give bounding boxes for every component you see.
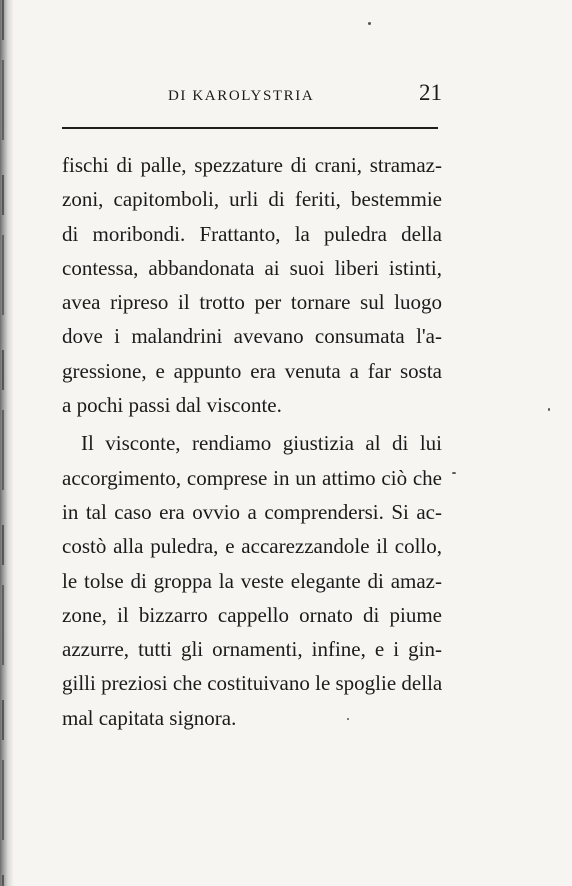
text-line: le tolse di groppa la veste elegante di amaz- [62, 568, 442, 593]
paper-speck [452, 472, 456, 474]
text-line: gressione, e appunto era venuta a far sosta [62, 358, 442, 383]
body-text [62, 148, 442, 735]
text-line: dove i malandrini avevano consumata l'a- [62, 324, 442, 349]
text-line: fischi di palle, spezzature di crani, stramaz- [62, 153, 442, 177]
running-head: DI KAROLYSTRIA [168, 88, 315, 104]
binding-edge [0, 0, 14, 886]
page-number: 21 [419, 80, 442, 105]
text-line: di moribondi. Frattanto, la puledra della [62, 221, 442, 246]
text-line: accorgimento, comprese in un attimo ciò che [62, 465, 442, 490]
text-line: gilli preziosi che costituivano le spoglie della [62, 671, 443, 696]
paper-speck [347, 718, 349, 720]
text-line: costò alla puledra, e accarezzandole il collo, [62, 534, 442, 559]
text-line: zoni, capitomboli, urli di feriti, bestemmie [62, 187, 442, 212]
page-header [62, 78, 442, 118]
paragraph-1 [62, 148, 442, 422]
paper-speck [368, 22, 371, 25]
text-line: zone, il bizzarro cappello ornato di piume [62, 602, 442, 627]
text-line: azzurre, tutti gli ornamenti, infine, e i gin- [62, 637, 442, 662]
paragraph-2 [62, 426, 442, 735]
paper-speck [548, 408, 550, 411]
text-line: Il visconte, rendiamo giustizia al di lui [81, 431, 442, 456]
text-line: avea ripreso il trotto per tornare sul luogo [62, 290, 442, 315]
header-rule [62, 127, 438, 129]
text-line: a pochi passi dal visconte. [62, 393, 282, 418]
text-line: contessa, abbandonata ai suoi liberi istinti, [62, 255, 442, 280]
text-line: in tal caso era ovvio a comprendersi. Si ac- [62, 499, 442, 524]
text-line: mal capitata signora. [62, 705, 237, 730]
